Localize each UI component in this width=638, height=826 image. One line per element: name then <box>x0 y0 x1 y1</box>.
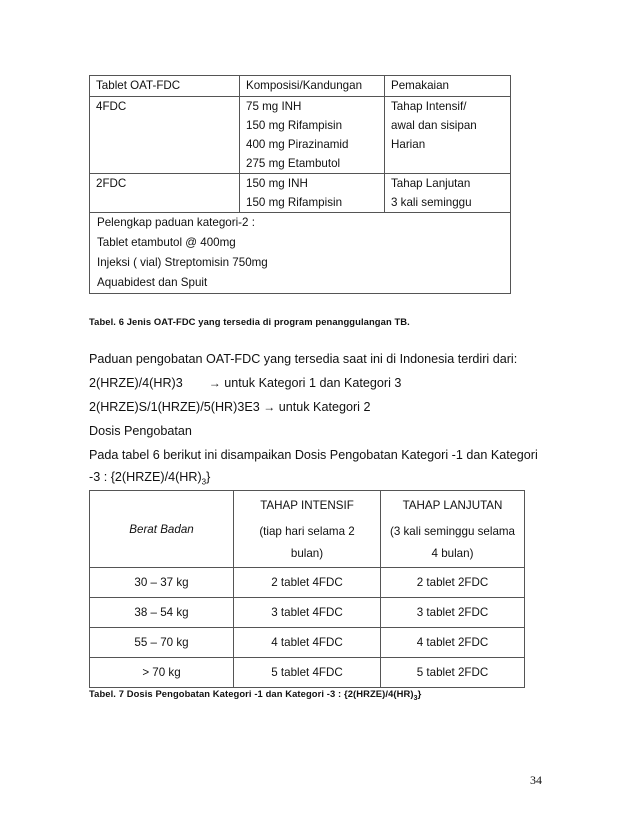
table-7-caption: Tabel. 7 Dosis Pengobatan Kategori -1 dan Kategori -3 : $\{2(HRZE)/4(HR)_3\}$ <box>89 688 422 702</box>
continuation-cell: 5 tablet 2FDC <box>381 658 525 688</box>
weight-cell: 30 – 37 kg <box>90 568 234 598</box>
intro-paragraph: Paduan pengobatan OAT-FDC yang tersedia saat ini di Indonesia terdiri dari: <box>89 352 518 366</box>
table-cell: 75 mg INH 150 mg Rifampisin 400 mg Pirazinamid 275 mg Etambutol <box>240 97 385 174</box>
table-cell: 2FDC <box>90 174 240 213</box>
oat-fdc-table <box>89 75 511 294</box>
arrow-right-icon: → <box>208 376 221 390</box>
header-cell: Tablet OAT-FDC <box>90 76 240 97</box>
page-number: 34 <box>530 773 542 787</box>
table-6-caption: Tabel. 6 Jenis OAT-FDC yang tersedia di program penanggulangan TB. <box>89 316 410 327</box>
intensive-cell: 4 tablet 4FDC <box>234 628 381 658</box>
regimen-description: untuk Kategori 2 <box>278 400 371 414</box>
header-cell-intensive: TAHAP INTENSIF (tiap hari selama 2 bulan) <box>234 491 381 568</box>
intensive-cell: 3 tablet 4FDC <box>234 598 381 628</box>
table-cell: Tahap Intensif/ awal dan sisipan Harian <box>385 97 511 174</box>
regimen-line-2 <box>89 397 370 418</box>
paragraph-line-2: -3 : $\{2(HRZE)/4(HR)_3\}$ <box>89 470 211 487</box>
dosage-table <box>89 490 525 688</box>
regimen-code: 2(HRZE)S/1(HRZE)/5(HR)3E3 <box>89 400 260 414</box>
weight-cell: 38 – 54 kg <box>90 598 234 628</box>
header-cell: Komposisi/Kandungan <box>240 76 385 97</box>
table-row <box>90 174 511 213</box>
header-cell-weight: Berat Badan <box>90 491 234 568</box>
continuation-cell: 2 tablet 2FDC <box>381 568 525 598</box>
regimen-description: untuk Kategori 1 dan Kategori 3 <box>224 376 402 390</box>
table-row <box>90 97 511 174</box>
intensive-cell: 5 tablet 4FDC <box>234 658 381 688</box>
dosis-heading: Dosis Pengobatan <box>89 424 192 438</box>
table-header-row <box>90 76 511 97</box>
header-cell-continuation: TAHAP LANJUTAN (3 kali seminggu selama 4 bulan) <box>381 491 525 568</box>
header-cell: Pemakaian <box>385 76 511 97</box>
continuation-cell: 3 tablet 2FDC <box>381 598 525 628</box>
table-row <box>90 568 525 598</box>
continuation-cell: 4 tablet 2FDC <box>381 628 525 658</box>
table-row <box>90 628 525 658</box>
table-cell: 150 mg INH 150 mg Rifampisin <box>240 174 385 213</box>
table-cell: 4FDC <box>90 97 240 174</box>
table-row <box>90 213 511 294</box>
table-row <box>90 598 525 628</box>
table-cell: Tahap Lanjutan 3 kali seminggu <box>385 174 511 213</box>
table-header-row <box>90 491 525 568</box>
arrow-right-icon: → <box>263 400 276 414</box>
weight-cell: > 70 kg <box>90 658 234 688</box>
table-row <box>90 658 525 688</box>
regimen-code: 2(HRZE)/4(HR)3 <box>89 376 183 390</box>
paragraph-line-1: Pada tabel 6 berikut ini disampaikan Dosis Pengobatan Kategori -1 dan Kategori <box>89 448 538 462</box>
intensive-cell: 2 tablet 4FDC <box>234 568 381 598</box>
weight-cell: 55 – 70 kg <box>90 628 234 658</box>
supplement-cell: Pelengkap paduan kategori-2 : Tablet etambutol @ 400mg Injeksi ( vial) Streptomisin 750mg Aquabidest dan Spuit <box>90 213 511 294</box>
regimen-line-1 <box>89 373 401 394</box>
